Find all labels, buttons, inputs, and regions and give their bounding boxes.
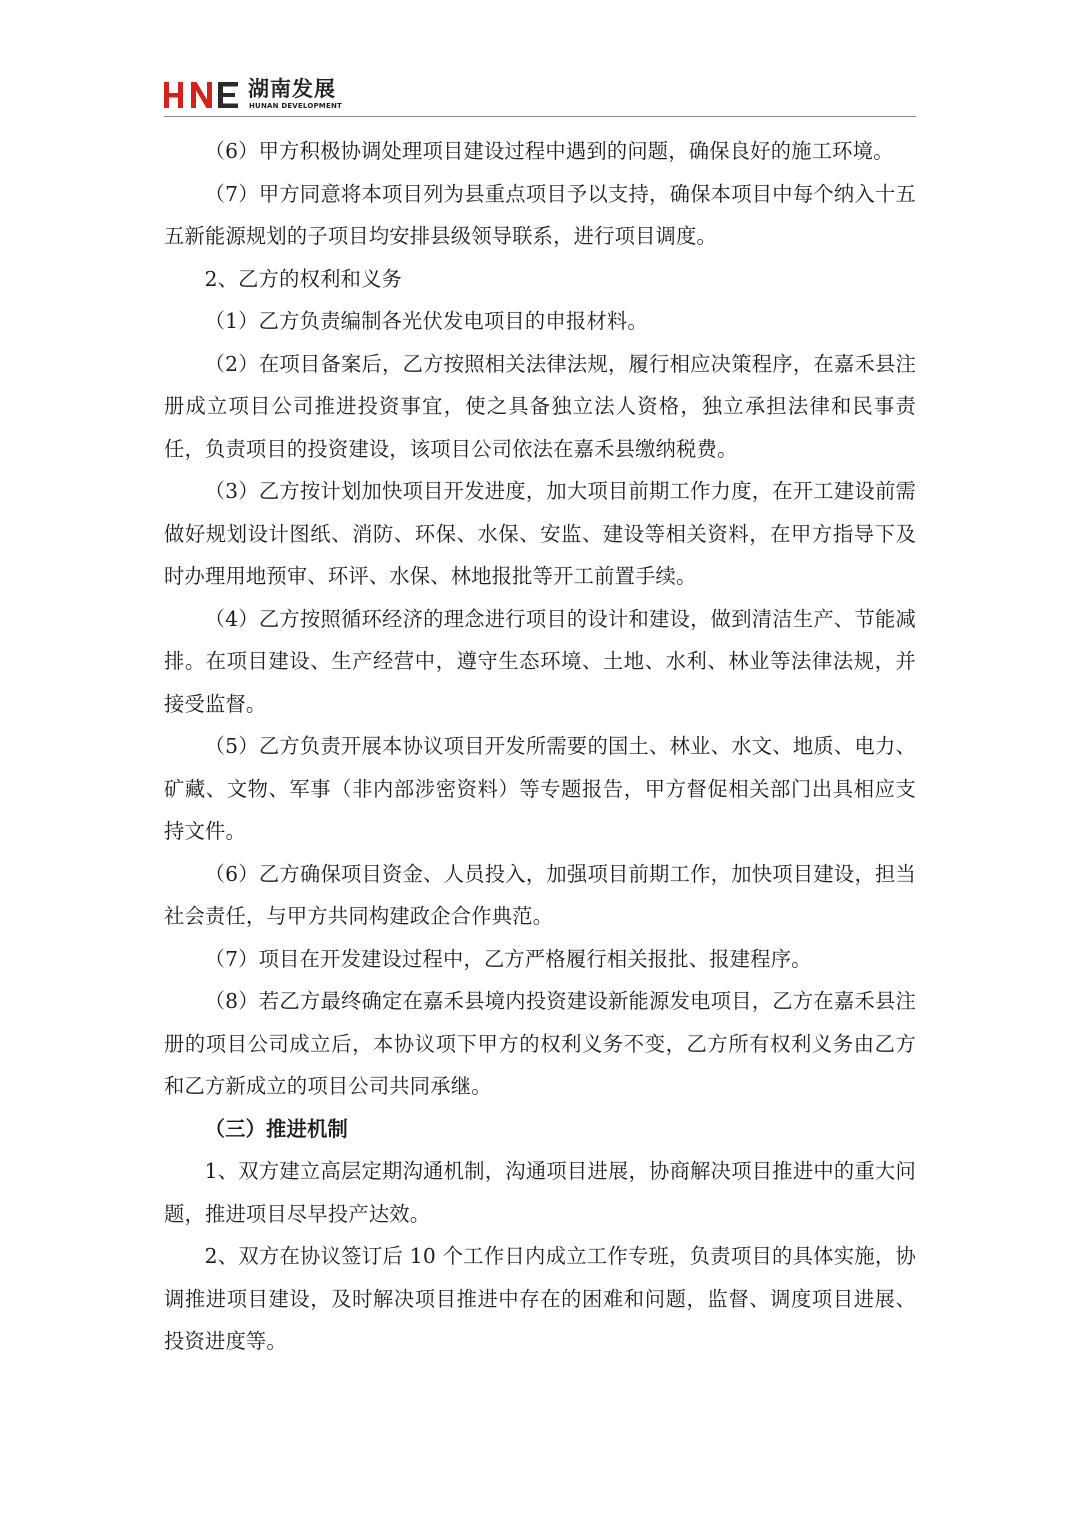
paragraph-yi-4: （4）乙方按照循环经济的理念进行项目的设计和建设，做到清洁生产、节能减排。在项目建设、生产经营中，遵守生态环境、土地、水利、林业等法律法规，并接受监督。 xyxy=(164,606,916,716)
page-header xyxy=(164,72,916,117)
paragraph-yi-7: （7）项目在开发建设过程中，乙方严格履行相关报批、报建程序。 xyxy=(204,946,812,971)
paragraph-yi-1: （1）乙方负责编制各光伏发电项目的申报材料。 xyxy=(204,309,648,333)
logo-title: 湖南发展 xyxy=(248,77,336,101)
paragraph-mechanism-1: 1、双方建立高层定期沟通机制，沟通项目进展，协商解决项目推进中的重大问题，推进项目尽早投产达效。 xyxy=(164,1159,916,1226)
paragraph-yi-3: （3）乙方按计划加快项目开发进度，加大项目前期工作力度，在开工建设前需做好规划设计图纸、消防、环保、水保、安监、建设等相关资料，在甲方指导下及时办理用地预审、环评、水保、林地报批等开工前置手续。 xyxy=(164,479,916,588)
paragraph-yi-8: （8）若乙方最终确定在嘉禾县境内投资建设新能源发电项目，乙方在嘉禾县注册的项目公司成立后，本协议项下甲方的权利义务不变，乙方所有权利义务由乙方和乙方新成立的项目公司共同承继。 xyxy=(164,989,916,1098)
section-heading-yi-rights: 2、乙方的权利和义务 xyxy=(204,266,403,291)
paragraph-yi-2: （2）在项目备案后，乙方按照相关法律法规，履行相应决策程序，在嘉禾县注册成立项目公司推进投资事宜，使之具备独立法人资格，独立承担法律和民事责任，负责项目的投资建设，该项目公司依法在嘉禾县缴纳税费。 xyxy=(164,351,916,461)
hne-logo-icon xyxy=(164,80,240,110)
paragraph-jia-6: （6）甲方积极协调处理项目建设过程中遇到的问题，确保良好的施工环境。 xyxy=(204,139,894,163)
section-heading-mechanism: （三）推进机制 xyxy=(204,1116,348,1141)
paragraph-yi-5: （5）乙方负责开展本协议项目开发所需要的国土、林业、水文、地质、电力、矿藏、文物、军事（非内部涉密资料）等专题报告，甲方督促相关部门出具相应支持文件。 xyxy=(164,734,916,843)
logo-subtitle: HUNAN DEVELOPMENT xyxy=(249,102,342,110)
paragraph-jia-7: （7）甲方同意将本项目列为县重点项目予以支持，确保本项目中每个纳入十五五新能源规划的子项目均安排县级领导联系，进行项目调度。 xyxy=(164,181,916,248)
paragraph-yi-6: （6）乙方确保项目资金、人员投入，加强项目前期工作，加快项目建设，担当社会责任，与甲方共同构建政企合作典范。 xyxy=(164,861,916,928)
paragraph-mechanism-2: 2、双方在协议签订后 10 个工作日内成立工作专班，负责项目的具体实施，协调推进项目建设，及时解决项目推进中存在的困难和问题，监督、调度项目进展、投资进度等。 xyxy=(164,1244,916,1353)
document-body xyxy=(164,130,916,1363)
